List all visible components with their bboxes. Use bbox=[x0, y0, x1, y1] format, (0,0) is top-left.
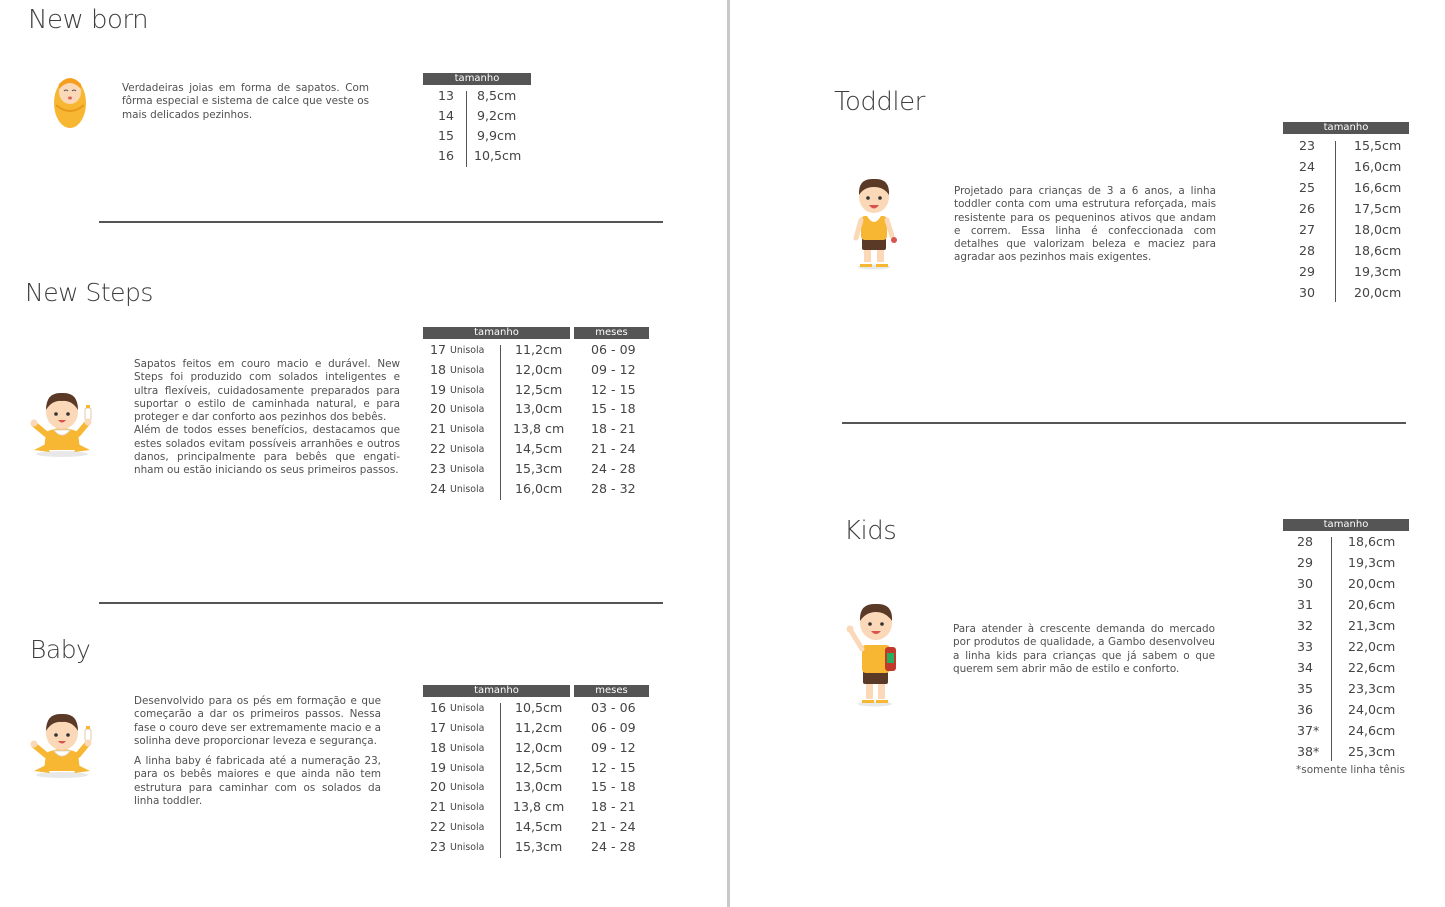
toddler-description: Projetado para crianças de 3 a 6 anos, a linha toddler conta com uma estrutura reforçada, mais resistente para os pequeninos ativos que andam e correm. Essa linha é confeccionada com detalhes que valorizam beleza e maciez para agradar aos pezinhos mais exigentes. bbox=[954, 185, 1216, 264]
section-divider bbox=[842, 422, 1406, 424]
crawling-baby-icon bbox=[32, 388, 96, 458]
column-divider bbox=[500, 345, 501, 500]
baby-size-header: tamanho bbox=[423, 685, 570, 697]
kids-title: Kids bbox=[844, 516, 897, 546]
newsteps-size-header: tamanho bbox=[423, 327, 570, 339]
baby-title: Baby bbox=[30, 635, 91, 664]
kids-footnote: *somente linha tênis bbox=[1296, 764, 1405, 776]
page-spine bbox=[727, 0, 730, 907]
kid-boy-icon bbox=[845, 601, 901, 707]
newborn-description: Verdadeiras joias em forma de sapatos. Com fôrma especial e sistema de calce que veste os mais delicados pezinhos. bbox=[122, 82, 369, 121]
toddler-size-header: tamanho bbox=[1283, 122, 1409, 134]
column-divider bbox=[500, 703, 501, 858]
toddler-boy-icon bbox=[850, 178, 900, 270]
kids-size-header: tamanho bbox=[1283, 519, 1409, 531]
column-divider bbox=[1335, 141, 1336, 302]
newborn-baby-icon bbox=[52, 73, 88, 129]
newborn-title: New born bbox=[28, 5, 149, 35]
column-divider bbox=[466, 91, 467, 167]
toddler-title: Toddler bbox=[834, 87, 925, 117]
section-divider bbox=[99, 602, 663, 604]
section-divider bbox=[99, 221, 663, 223]
newsteps-description: Sapatos feitos em couro macio e durável. New Steps foi produzido com solados inteligentes e ultra flexíveis, cuidadosamente preparados para suportar o estilo de caminhada natural, e para proteger e dar conforto aos pezinhos dos bebês. Além de todos esses benefícios, destacamos que estes solados evitam possíveis arranhões e outros danos, principalmente para bebês que engati-nham ou estão iniciando os seus primeiros passos. bbox=[134, 358, 400, 477]
newsteps-title: New Steps bbox=[25, 278, 153, 307]
sitting-baby-icon bbox=[32, 709, 96, 779]
column-divider bbox=[1331, 537, 1332, 761]
baby-months-header: meses bbox=[574, 685, 649, 697]
newsteps-months-header: meses bbox=[574, 327, 649, 339]
kids-description: Para atender à crescente demanda do mercado por produtos de qualidade, a Gambo desenvolveu a linha kids para crianças que já sabem o que querem sem abrir mão de estilo e conforto. bbox=[953, 623, 1215, 675]
baby-description: Desenvolvido para os pés em formação e que começarão a dar os primeiros passos. Nessa fase o couro deve ser extremamente macio e a solinha deve proporcionar leveza e segurança. A linha baby é fabricada até a numeração 23, para os bebês maiores e que ainda não tem estrutura para caminhar com os solados da linha toddler. bbox=[134, 695, 381, 808]
newborn-size-header: tamanho bbox=[423, 73, 531, 85]
